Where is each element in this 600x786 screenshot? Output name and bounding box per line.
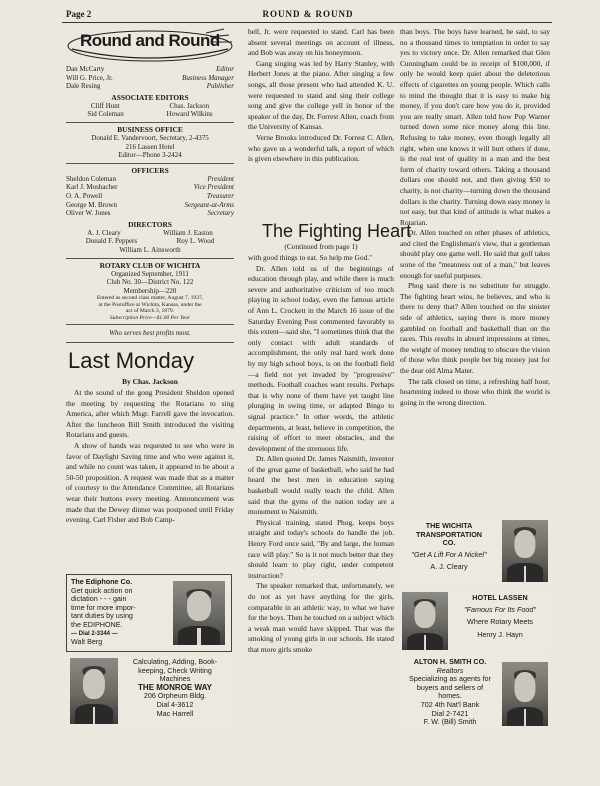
article-title-last-monday: Last Monday: [68, 347, 194, 373]
fighting-heart-continued: [400, 27, 550, 408]
officer-row: [66, 175, 234, 184]
paragraph: than boys. The boys have learned, he said, to say no a thousand times to temptation in order to say yes to victory once. Dr. Allen remarked that Glen Cunningham could be in receipt of $100,000, if only he would keep quiet about the deleterious effects of cigarettes on young people. Which calls to mind the thought that it is easy to make big money, if you don't care how you do it, provided you are really smart. Allen told how Pop Warner turned down some nice money along this line. Refusing to take money, even though legally all right, when one knows it will hurt others if done, is the real test of quality in a man and the best form of charity toward others. Taking a thousand dollars one should not, and then giving $50 to charity, is not charity—turning down the thousand dollars is the charity. Turning down easy money is not easy, but that kind of attitude is what makes a Rotarian.: [400, 27, 550, 227]
paragraph: The talk closed on time, a refreshing half hour, heartening indeed to those who think the world is going in the wrong direction.: [400, 376, 550, 407]
masthead-logo: [66, 27, 234, 65]
officers-heading: OFFICERS: [131, 165, 169, 175]
office-line: Donald E. Vandervoort, Secretary, 2-4375: [91, 133, 209, 142]
ad-line: Calculating, Adding, Book-: [132, 657, 218, 666]
ad-lassen-name: HOTEL LASSEN: [472, 593, 528, 602]
director-row: [66, 229, 234, 238]
officer-row-title: Secretary: [207, 209, 234, 218]
director-row-person: Donald F. Peppers: [85, 237, 138, 246]
director-name: William L. Ainsworth: [119, 245, 181, 254]
ad-line: time for more impor-: [71, 602, 136, 612]
staff-row-title: Publisher: [206, 82, 234, 91]
ad-wichita-contact: A. J. Cleary: [430, 562, 468, 572]
ad-line: homes.: [438, 691, 462, 701]
continued-note: (Continued from page 1): [284, 242, 358, 251]
business-office-heading: BUSINESS OFFICE: [117, 124, 183, 134]
subscription-price: Subscription Price—$1.00 Per Year: [109, 314, 191, 321]
officers-list: [66, 175, 234, 218]
divider: [66, 258, 234, 259]
last-monday-body: [66, 388, 234, 526]
directors-list: [66, 229, 234, 246]
officer-row-title: President: [207, 174, 234, 183]
associate-row-person: Chas. Jackson: [169, 101, 210, 110]
mailing-line: Entered as second class matter, August 7, 1937,: [96, 295, 204, 302]
mailing-line: at the Postoffice at Wichita, Kansas, under the: [98, 301, 202, 308]
portrait-photo: [502, 520, 548, 582]
ad-line: Machines: [159, 674, 191, 684]
fighting-heart-body: [248, 253, 394, 656]
divider: [66, 324, 234, 325]
officer-row-person: Sheldon Coleman: [66, 174, 116, 183]
staff-list: [66, 65, 234, 91]
ad-line: TRANSPORTATION: [415, 529, 482, 539]
ad-alton-smith: [400, 656, 550, 730]
paragraph: At the sound of the gong President Sheldon opened the meeting by requesting the Rotarians to sing America, after which Msgr. Farrell gave the invocation. After the luncheon Bill Smith introduced the visiting Rotarians and guests.: [66, 388, 234, 440]
director-row-person: Roy L. Wood: [176, 237, 215, 246]
paragraph: Dr. Allen touched on other phases of athletics, and cited the Englishman's view, that a gentleman should play one game well. He said that golf takes some of the "meanness out of a man," but leaves enough for useful purposes.: [400, 228, 550, 280]
portrait-photo: [70, 658, 118, 724]
associate-row: [66, 110, 234, 119]
ad-line: 206 Orpheum Bldg.: [143, 691, 207, 701]
paragraph: Verne Brooks introduced Dr. Forrest C. Allen, who gave us a wonderful talk, a report of which is given elsewhere in this publication.: [248, 132, 394, 164]
associate-row-person: Howard Wilkins: [166, 110, 213, 119]
ad-line: Specializing as agents for: [409, 674, 491, 684]
portrait-photo: [402, 592, 448, 650]
officer-row-title: Vice President: [193, 183, 234, 192]
club-line: Organized September, 1911: [111, 269, 189, 278]
paragraph: Dr. Allen told us of the beginnings of education through play, and while there is much severe and authoritative criticism of too much playing in school today, even the famous article of Ann L. Crockett in the March 16 issue of the Saturday Evening Post commented favorably to this extent—said she, "I sometimes think that the only contact with adult standards of accomplishment, the only real hard work done by my high school boys, is on the football field—a field not yet invaded by "progressive" methods. Football coaches want results. Perhaps that is why none of them have yet taught line plunging in swing time, or adapted Bingo to signal practice." In other words, the athletic departments, at least, believe in competition, the raising of effort to meet obstacles, and the development of the strenuous life.: [248, 263, 394, 453]
associate-row: [66, 102, 234, 111]
ad-alton-sub: Realtors: [436, 665, 464, 675]
ad-line: Dial 2-7421: [431, 708, 469, 718]
associate-editors: [66, 102, 234, 119]
ad-lassen-tagline: Where Rotary Meets: [467, 617, 533, 627]
club-info: [66, 270, 234, 296]
officer-row-person: O. A. Powell: [66, 191, 103, 200]
divider: [66, 122, 234, 123]
page-header: [66, 7, 550, 21]
club-heading: ROTARY CLUB OF WICHITA: [99, 260, 201, 270]
ad-line: dictation - - - gain: [71, 594, 127, 604]
ad-line: tant duties by using: [71, 611, 133, 621]
ad-monroe-contact: Mac Harrell: [156, 708, 194, 718]
divider: [66, 342, 234, 343]
officer-row: [66, 183, 234, 192]
officer-row: [66, 201, 234, 210]
ad-ediphone-contact: Walt Berg: [71, 637, 103, 647]
portrait-photo: [502, 662, 548, 726]
ad-monroe: [66, 654, 230, 728]
ad-line: keeping, Check Writing: [138, 665, 212, 675]
divider: [66, 163, 234, 164]
officer-row-person: Oliver W. Jones: [66, 209, 111, 218]
ad-lassen-slogan: "Famous For Its Food": [464, 604, 536, 614]
paragraph: The speaker remarked that, unfortunately, we do not as yet have anything for the girls, comparable in an athletic way, to what we have for the boys. Then he touched on a subject which a weak man would have skipped. That was the smoking of young girls in our schools. He stated that more girls smoke: [248, 581, 394, 654]
office-line: Editor—Phone 3-2424: [118, 151, 182, 160]
club-line: Membership—220: [123, 286, 177, 295]
ad-alton-copy: [400, 675, 500, 701]
staff-row-person: Dan McCarty: [66, 65, 105, 73]
officer-row: [66, 192, 234, 201]
paragraph: with good things to eat. So help me God.": [248, 253, 373, 262]
director-row-person: William J. Easton: [163, 228, 213, 237]
ad-monroe-address: [120, 692, 230, 709]
header-rule: [62, 22, 552, 23]
ad-line: buyers and sellers of: [416, 682, 484, 692]
portrait-photo: [173, 581, 225, 645]
paragraph: Dr. Allen quoted Dr. James Naismith, inventor of the great game of basketball, who said he had heard the best men in education saying basketball would really teach the child. Allen said that the gyms of the nation today are a monument to Naismith.: [248, 454, 394, 517]
ad-wichita-slogan: "Get A Lift For A Nickel": [411, 549, 487, 559]
officer-row-title: Sergeant-at-Arms: [184, 200, 234, 209]
director-row: [66, 237, 234, 246]
ad-line: the EDIPHONE.: [71, 619, 123, 629]
officer-row-person: George M. Brown: [66, 200, 118, 209]
director-row-person: A. J. Cleary: [87, 228, 121, 237]
office-line: 216 Lassen Hotel: [125, 142, 175, 151]
last-monday-continued: [248, 27, 394, 165]
ad-line: 702 4th Nat'l Bank: [420, 699, 480, 709]
ad-ediphone-name: The Ediphone Co.: [71, 577, 133, 586]
paragraph: Gang singing was led by Harry Stanley, with Herbert Jones at the piano. After singing a few songs, all those present who had attended K. U. were requested to stand and sing their college song and give the college yell in honor of the speaker of the day, Dr. Forrest Allen, coach from the University of Kansas.: [248, 58, 394, 132]
staff-row: [66, 82, 234, 91]
article-byline: By Chas. Jackson: [122, 376, 178, 386]
officer-row: [66, 209, 234, 218]
ad-wichita-name: [400, 522, 498, 548]
publication-name: ROUND & ROUND: [262, 9, 354, 19]
staff-row-person: Dale Resing: [66, 82, 101, 91]
directors-heading: DIRECTORS: [128, 219, 172, 229]
ad-alton-address: [400, 701, 500, 718]
staff-row-person: Will G. Price, Jr.: [66, 73, 113, 82]
ad-monroe-copy: [120, 658, 230, 684]
associate-editors-heading: ASSOCIATE EDITORS: [111, 92, 189, 102]
officer-row-title: Treasurer: [206, 191, 234, 200]
ad-monroe-name: THE MONROE WAY: [138, 682, 212, 692]
staff-row-title: Business Manager: [182, 73, 234, 82]
ad-alton-contact: F. W. (Bill) Smith: [423, 717, 477, 727]
club-line: Club No. 30—District No. 122: [106, 278, 194, 287]
ad-ediphone: [66, 574, 232, 652]
officer-row-person: Karl J. Mosbacher: [66, 183, 118, 192]
ad-line: THE WICHITA: [425, 521, 473, 530]
ad-line: Dial 4-3612: [156, 699, 194, 709]
ad-line: Get quick action on: [71, 585, 133, 595]
club-motto: Who serves best profits most.: [109, 328, 191, 337]
ad-alton-name: ALTON H. SMITH CO.: [413, 657, 487, 666]
ad-line: CO.: [442, 538, 456, 548]
masthead-title: Round and Round: [80, 31, 220, 50]
staff-row-title: Editor: [216, 65, 234, 73]
staff-row: [66, 74, 234, 83]
staff-row: [66, 65, 234, 74]
paragraph: Physical training, stated Phog, keeps boys straight and today's schools do handle the job. Henry Ford once said, "By and large, the human race will play." So is it not much better that they should learn to play right, under competent instruction?: [248, 517, 394, 580]
paragraph: bell, Jr. were requested to stand. Carl has been absent several meetings on account of illness, and Bob was away on his honeymoon.: [248, 27, 394, 58]
paragraph: Phog said there is no substitute for struggle. The fighting heart wins, he believes, and who is there to deny that? Allen touched on the sinister side of athletics, saying there is more money gambled on football and basketball than on the races. This results in absurd impressions at times, the weight of money tending to obscure the vision of those who think people bet big money just for the dear old Alma Mater.: [400, 281, 550, 375]
ad-wichita-transportation: [400, 518, 550, 586]
ad-lassen-contact: Henry J. Hayn: [477, 629, 523, 639]
mailing-line: act of March 3, 1879.: [125, 308, 175, 315]
business-office: [66, 134, 234, 160]
page-number: Page 2: [66, 9, 92, 19]
paragraph: A show of hands was requested to see who were in favor of Daylight Saving time and who were against it, and while no count was taken, it appeared to be about a 50-50 proposition. A request was made that as a matter of courtesy to the Attendance Committee, all Rotarians wear their buttons every meeting. Announcement was made that the Dewey dinner was postponed until Friday evening. Carl Fisher and Bob Camp-: [66, 441, 234, 525]
associate-row-person: Sid Coleman: [87, 110, 124, 119]
associate-row-person: Cliff Hunt: [90, 101, 120, 110]
article-title-fighting-heart: The Fighting Heart: [262, 221, 412, 241]
masthead-column: [66, 27, 234, 526]
ad-ediphone-copy: [71, 587, 169, 630]
ad-hotel-lassen: [400, 590, 550, 654]
ad-ediphone-dial: — Dial 2-3344 —: [71, 630, 118, 637]
mailing-notice: [66, 295, 234, 314]
